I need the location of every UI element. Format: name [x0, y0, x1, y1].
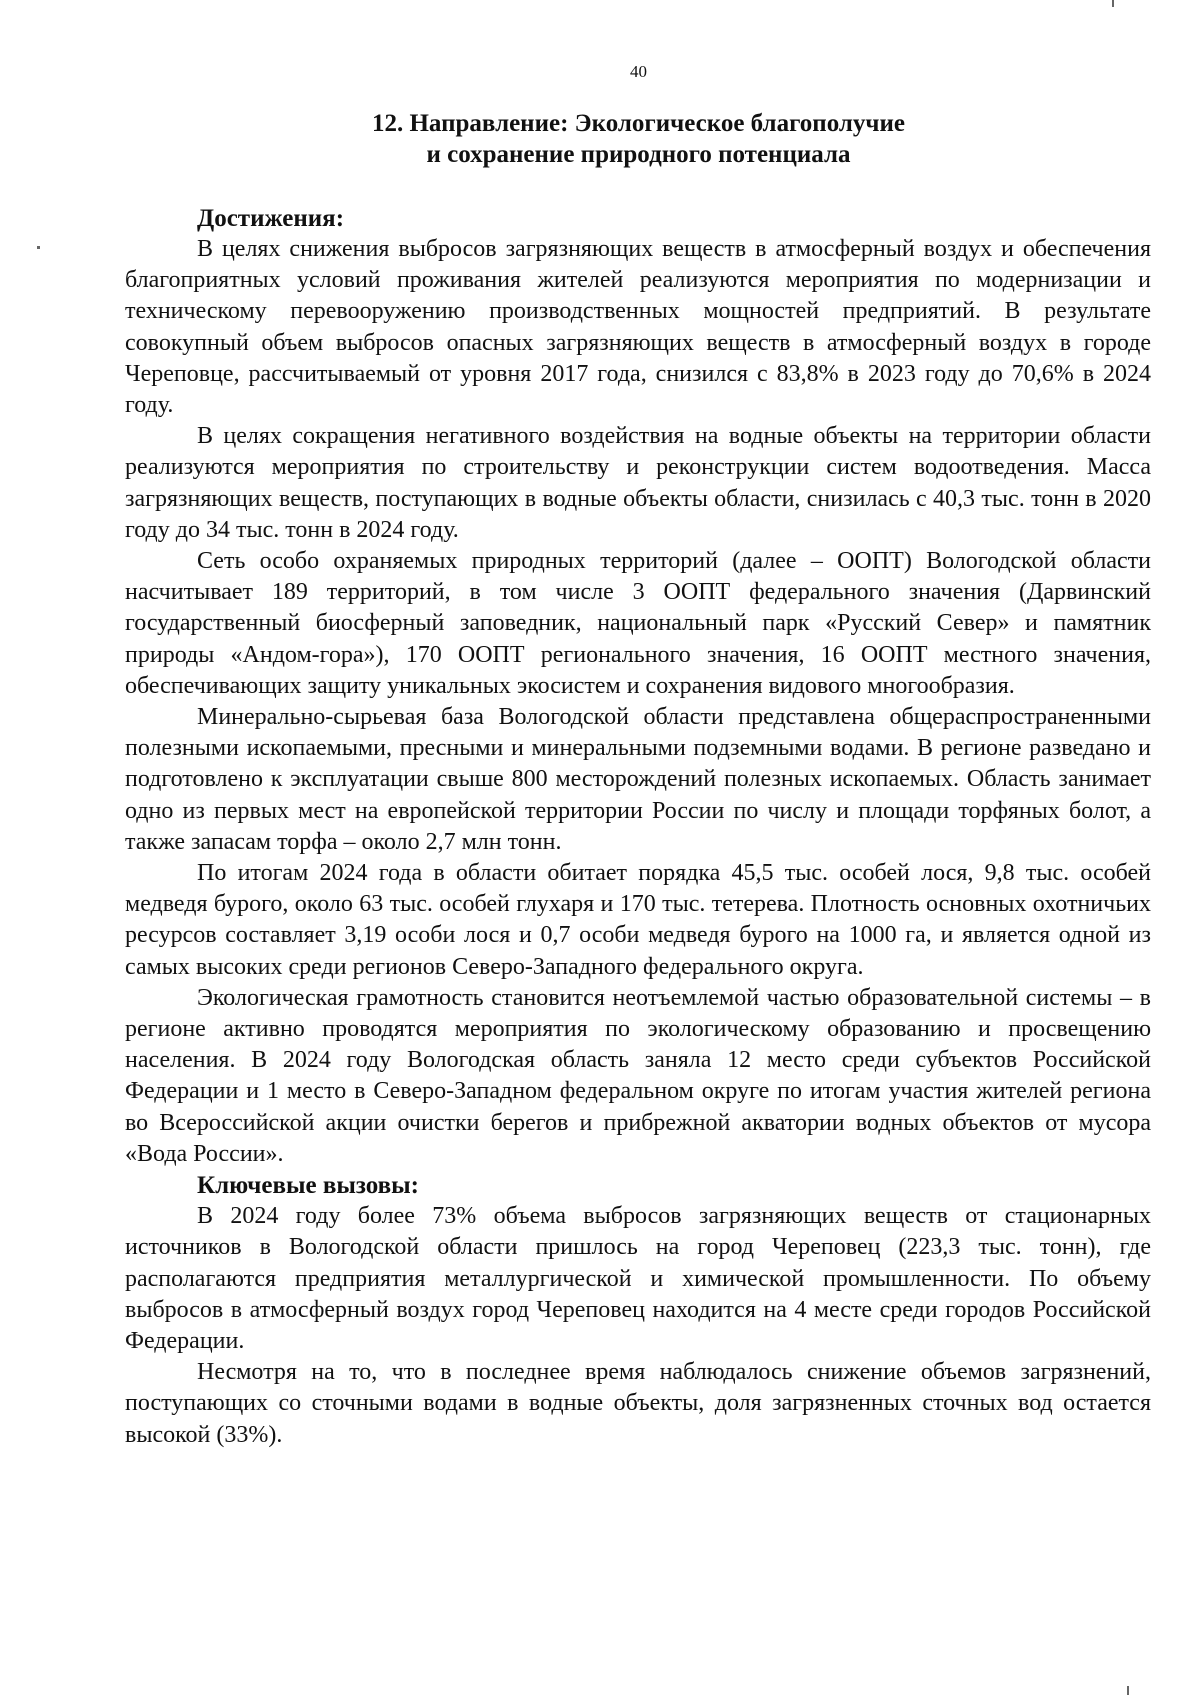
section-heading	[0, 108, 1200, 170]
paragraph-mineral-resources: Минерально-сырьевая база Вологодской области представлена общераспространенными полезными ископаемыми, пресными и минеральными подземными водами. В регионе разведано и подготовлено к эксплуатации свыше 800 месторождений полезных ископаемых. Область занимает одно из первых мест на европейской территории России по числу и площади торфяных болот, а также запасам торфа – около 2,7 млн тонн.	[125, 704, 1151, 855]
heading-line-1: 12. Направление: Экологическое благополучие	[371, 110, 906, 137]
achievements-label: Достижения:	[197, 205, 345, 232]
scan-speck	[1112, 0, 1114, 7]
page-number: 40	[630, 62, 647, 81]
paragraph-wildlife: По итогам 2024 года в области обитает порядка 45,5 тыс. особей лося, 9,8 тыс. особей медведя бурого, около 63 тыс. особей глухаря и 170 тыс. тетерева. Плотность основных охотничьих ресурсов составляет 3,19 особи лося и 0,7 особи медведя бурого на 1000 га, и является одной из самых высоких среди регионов Северо-Западного федерального округа.	[125, 860, 1151, 980]
challenges-label: Ключевые вызовы:	[197, 1172, 420, 1200]
paragraph-air-emissions: В целях снижения выбросов загрязняющих веществ в атмосферный воздух и обеспечения благоприятных условий проживания жителей реализуются мероприятия по модернизации и техническому перевооружению производственных мощностей предприятий. В результате совокупный объем выбросов опасных загрязняющих веществ в атмосферный воздух в городе Череповце, рассчитываемый от уровня 2017 года, снизился с 83,8% в 2023 году до 70,6% в 2024 году.	[125, 236, 1151, 419]
scan-speck	[1127, 1686, 1129, 1695]
heading-line-2: и сохранение природного потенциала	[426, 141, 851, 168]
document-body	[125, 203, 1151, 1451]
paragraph-water-objects: В целях сокращения негативного воздействия на водные объекты на территории области реализуются мероприятия по строительству и реконструкции систем водоотведения. Масса загрязняющих веществ, поступающих в водные объекты области, снизилась с 40,3 тыс. тонн в 2020 году до 34 тыс. тонн в 2024 году.	[125, 423, 1151, 543]
paragraph-eco-education: Экологическая грамотность становится неотъемлемой частью образовательной системы – в регионе активно проводятся мероприятия по экологическому образованию и просвещению населения. В 2024 году Вологодская область заняла 12 место среди субъектов Российской Федерации и 1 место в Северо-Западном федеральном округе по итогам участия жителей региона во Всероссийской акции очистки берегов и прибрежной акватории водных объектов от мусора «Вода России».	[125, 984, 1151, 1167]
paragraph-protected-areas: Сеть особо охраняемых природных территорий (далее – ООПТ) Вологодской области насчитывает 189 территорий, в том числе 3 ООПТ федерального значения (Дарвинский государственный биосферный заповедник, национальный парк «Русский Север» и памятник природы «Андом-гора»), 170 ООПТ регионального значения, 16 ООПТ местного значения, обеспечивающих защиту уникальных экосистем и сохранения видового многообразия.	[125, 548, 1151, 699]
paragraph-wastewater: Несмотря на то, что в последнее время наблюдалось снижение объемов загрязнений, поступающих со сточными водами в водные объекты, доля загрязненных сточных вод остается высокой (33%).	[125, 1359, 1151, 1448]
scan-speck	[37, 246, 40, 249]
paragraph-cherepovets-emissions: В 2024 году более 73% объема выбросов загрязняющих веществ от стационарных источников в Вологодской области пришлось на город Череповец (223,3 тыс. тонн), где располагаются предприятия металлургической и химической промышленности. По объему выбросов в атмосферный воздух город Череповец находится на 4 месте среди городов Российской Федерации.	[125, 1203, 1151, 1354]
